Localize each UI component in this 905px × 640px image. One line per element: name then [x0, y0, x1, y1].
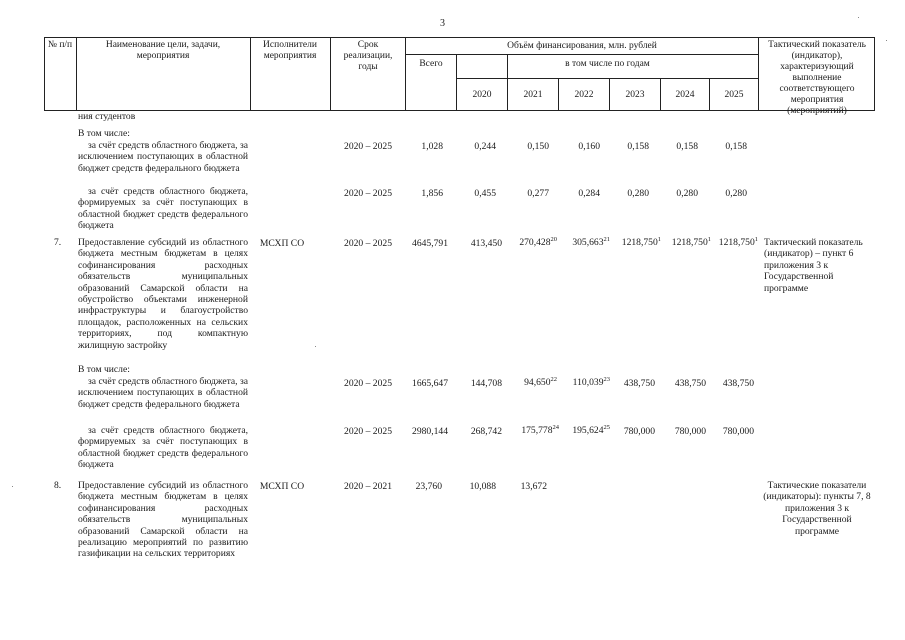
row7-2024-footnote: 1 [707, 235, 711, 243]
row7-2021-value: 270,428 [519, 237, 551, 248]
header-total: Всего [419, 59, 443, 69]
row7-2020: 413,450 [470, 238, 502, 249]
row7-sub1-total: 1665,647 [412, 378, 448, 389]
header-year-2022: 2022 [574, 90, 594, 100]
row7-sub2-2025: 780,000 [722, 426, 754, 437]
row7-indicator: Тактический показатель (индикатор) – пункт 6 приложения 3 к Государственной программе [764, 237, 863, 294]
row7-sub2-2022-footnote: 25 [603, 423, 610, 431]
block1-sub2-2024: 0,280 [676, 188, 698, 199]
scan-speck [858, 17, 859, 18]
row7-sub2-2024: 780,000 [674, 426, 706, 437]
row7-name: Предоставление субсидий из областного бюджета местным бюджетам в целях софинансирования расходных обязательств муниципальных образований Самарской области на обустройство объектами инженерной инфраструктуры и благоустройство площадок, расположенных на сельских территориях, под компактную жилищную застройку [78, 237, 248, 351]
row7-term: 2020 – 2025 [344, 238, 392, 249]
row7-sub1-2022-value: 110,039 [572, 377, 604, 388]
block1-sub2-name: за счёт средств областного бюджета, формируемых за счёт поступающих в областной бюджет средств федерального бюджета [78, 186, 248, 232]
row7-2025-footnote: 1 [754, 235, 758, 243]
row8-name: Предоставление субсидий из областного бюджета местным бюджетам в целях софинансирования расходных обязательств муниципальных образований Самарской области на реализацию мероприятий по развитию газификации на сельских территориях [78, 480, 248, 560]
row7-executor: МСХП СО [259, 238, 305, 249]
block1-incl-label: В том числе: [78, 128, 130, 139]
row7-sub1-2021-footnote: 22 [550, 375, 557, 383]
row7-sub1-name: за счёт средств областного бюджета, за исключением поступающих в областной бюджет средств федерального бюджета [78, 376, 249, 410]
block1-sub1-2021: 0,150 [527, 141, 549, 152]
header-executors: Исполнители мероприятия [263, 40, 317, 61]
block1-sub1-2023: 0,158 [627, 141, 649, 152]
row8-executor: МСХП СО [259, 481, 305, 492]
header-by-years: в том числе по годам [565, 59, 650, 69]
block1-sub2-2022: 0,284 [578, 188, 600, 199]
block1-sub1-name: за счёт средств областного бюджета, за исключением поступающих в областной бюджет средств федерального бюджета [78, 140, 249, 174]
header-year-2020: 2020 [472, 90, 492, 100]
block1-sub1-2020: 0,244 [474, 141, 496, 152]
row7-sub1-2023: 438,750 [623, 378, 655, 389]
block1-sub2-2025: 0,280 [725, 188, 747, 199]
row7-2025-value: 1218,750 [718, 237, 755, 248]
row7-sub1-2022-footnote: 23 [603, 375, 610, 383]
row8-total: 23,760 [415, 481, 442, 492]
row7-incl-label: В том числе: [78, 364, 130, 375]
page-number: 3 [440, 18, 445, 29]
block1-sub1-total: 1,028 [421, 141, 443, 152]
row7-2023-value: 1218,750 [621, 237, 658, 248]
row7-sub1-2024: 438,750 [674, 378, 706, 389]
row7-2022-footnote: 21 [603, 235, 610, 243]
row7-number: 7. [54, 237, 62, 248]
block1-sub2-2023: 0,280 [627, 188, 649, 199]
block1-sub1-term: 2020 – 2025 [344, 141, 392, 152]
row7-sub1-2025: 438,750 [722, 378, 754, 389]
row7-2023 [609, 237, 661, 248]
block1-sub1-2025: 0,158 [725, 141, 747, 152]
row8-number: 8. [54, 480, 62, 491]
row8-term: 2020 – 2021 [344, 481, 392, 492]
row7-sub2-2021-value: 175,778 [521, 425, 553, 436]
row8-2021: 13,672 [520, 481, 547, 492]
row7-sub2-2021-footnote: 24 [552, 423, 559, 431]
header-financing: Объём финансирования, млн. рублей [507, 41, 657, 51]
row7-sub2-2022-value: 195,624 [572, 425, 604, 436]
row7-sub1-2021 [507, 377, 557, 388]
block1-sub2-term: 2020 – 2025 [344, 188, 392, 199]
row8-indicator: Тактические показатели (индикаторы): пункты 7, 8 приложения 3 к Государственной программе [763, 480, 871, 537]
header-indicator: Тактический показатель (индикатор), характеризующий выполнение соответствующего мероприятия (мероприятий) [768, 40, 866, 116]
block1-sub2-total: 1,856 [421, 188, 443, 199]
scan-speck [12, 486, 13, 487]
block1-sub1-2022: 0,160 [578, 141, 600, 152]
block1-sub2-2021: 0,277 [527, 188, 549, 199]
row7-2021-footnote: 20 [550, 235, 557, 243]
row7-sub2-2021 [507, 425, 559, 436]
row7-sub1-term: 2020 – 2025 [344, 378, 392, 389]
scan-speck [315, 346, 316, 347]
block1-sub2-2020: 0,455 [474, 188, 496, 199]
row7-2024 [659, 237, 711, 248]
row7-sub2-total: 2980,144 [412, 426, 448, 437]
block1-sub1-2024: 0,158 [676, 141, 698, 152]
row7-sub1-2020: 144,708 [470, 378, 502, 389]
row7-2025 [708, 237, 758, 248]
row7-total: 4645,791 [412, 238, 448, 249]
row7-2023-footnote: 1 [657, 235, 661, 243]
row7-2022-value: 305,663 [572, 237, 604, 248]
row7-2022 [558, 237, 610, 248]
header-year-2021: 2021 [523, 90, 543, 100]
header-term: Срок реализации, годы [343, 40, 393, 72]
header-year-2023: 2023 [625, 90, 645, 100]
header-name: Наименование цели, задачи, мероприятия [105, 40, 221, 61]
row7-2024-value: 1218,750 [671, 237, 708, 248]
row7-sub2-2022 [558, 425, 610, 436]
row7-sub2-2020: 268,742 [470, 426, 502, 437]
row8-2020: 10,088 [469, 481, 496, 492]
header-no: № п/п [47, 40, 73, 50]
row7-2021 [507, 237, 557, 248]
row7-sub1-2021-value: 94,650 [524, 377, 551, 388]
row7-sub2-2023: 780,000 [623, 426, 655, 437]
row7-sub2-term: 2020 – 2025 [344, 426, 392, 437]
row7-sub2-name: за счёт средств областного бюджета, формируемых за счёт поступающих в областной бюджет средств федерального бюджета [78, 425, 248, 471]
row7-sub1-2022 [558, 377, 610, 388]
header-year-2025: 2025 [724, 90, 744, 100]
header-year-2024: 2024 [675, 90, 695, 100]
scan-speck [886, 40, 887, 41]
continuation-text: ния студентов [78, 111, 136, 122]
